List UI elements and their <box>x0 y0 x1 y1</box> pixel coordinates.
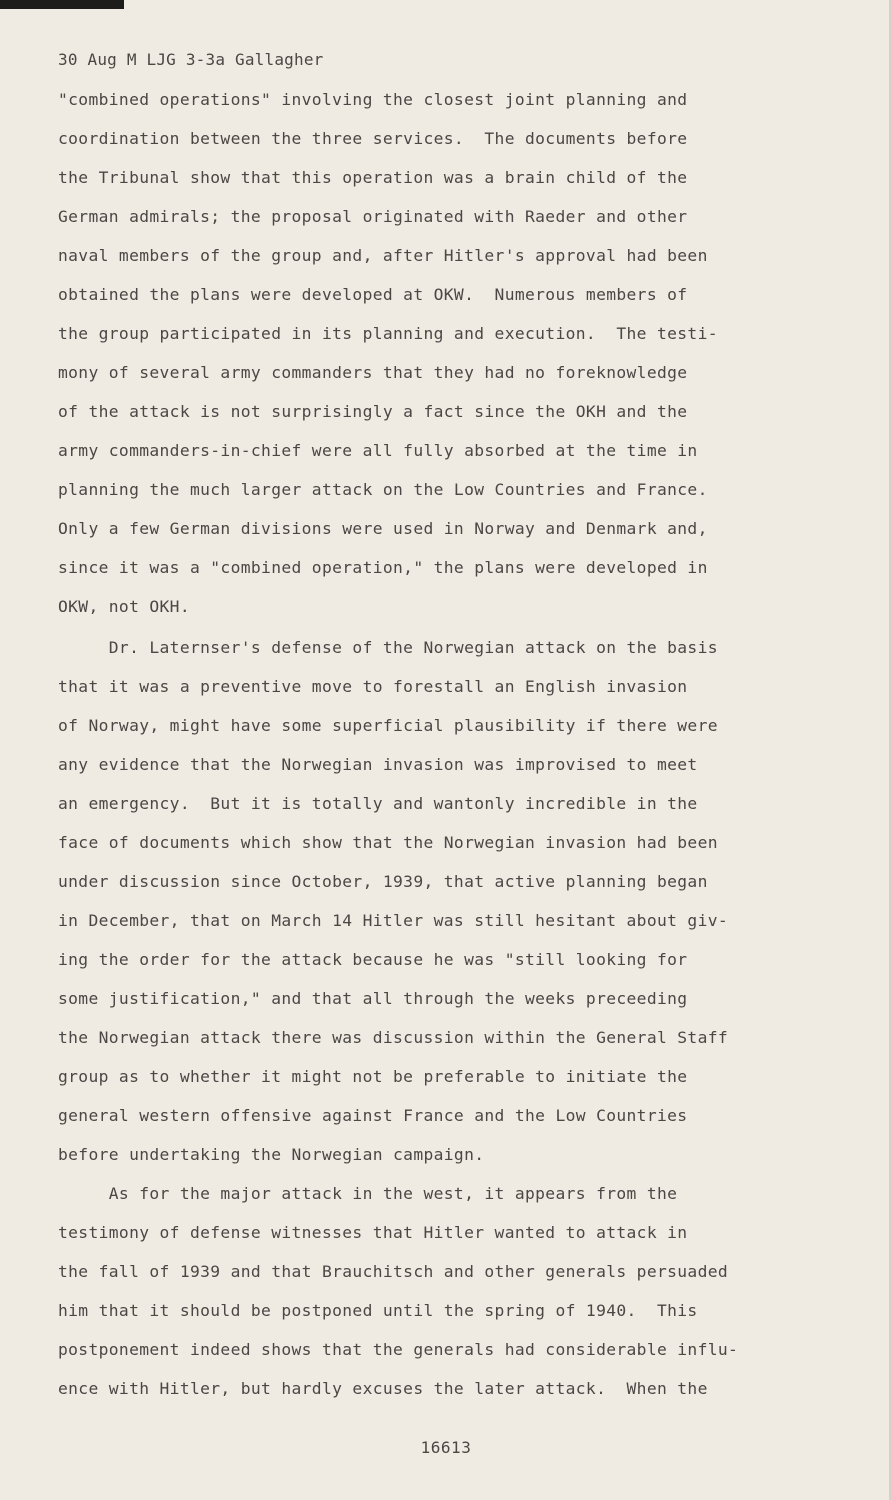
text-line-5: naval members of the group and, after Hitler's approval had been <box>58 246 708 265</box>
text-line-27: general western offensive against France and the Low Countries <box>58 1106 688 1125</box>
text-line-10: army commanders-in-chief were all fully absorbed at the time in <box>58 441 698 460</box>
text-line-3: the Tribunal show that this operation was a brain child of the <box>58 168 688 187</box>
text-line-11: planning the much larger attack on the Low Countries and France. <box>58 480 708 499</box>
text-line-6: obtained the plans were developed at OKW. Numerous members of <box>58 285 688 304</box>
text-line-24: some justification," and that all through the weeks preceeding <box>58 989 688 1008</box>
text-line-1: "combined operations" involving the closest joint planning and <box>58 90 688 109</box>
text-line-13: since it was a "combined operation," the plans were developed in <box>58 558 708 577</box>
text-line-31: the fall of 1939 and that Brauchitsch and other generals persuaded <box>58 1262 729 1281</box>
text-line-9: of the attack is not surprisingly a fact since the OKH and the <box>58 402 688 421</box>
text-line-16: that it was a preventive move to forestall an English invasion <box>58 677 688 696</box>
text-line-18: any evidence that the Norwegian invasion was improvised to meet <box>58 755 698 774</box>
text-line-32: him that it should be postponed until the spring of 1940. This <box>58 1301 698 1320</box>
text-line-12: Only a few German divisions were used in Norway and Denmark and, <box>58 519 708 538</box>
text-line-14: OKW, not OKH. <box>58 597 190 616</box>
text-line-23: ing the order for the attack because he was "still looking for <box>58 950 688 969</box>
text-line-7: the group participated in its planning and execution. The testi- <box>58 324 718 343</box>
text-line-22: in December, that on March 14 Hitler was still hesitant about giv- <box>58 911 729 930</box>
text-line-28: before undertaking the Norwegian campaign. <box>58 1145 485 1164</box>
page-number: 16613 <box>420 1438 472 1457</box>
text-line-2: coordination between the three services. The documents before <box>58 129 688 148</box>
text-line-4: German admirals; the proposal originated with Raeder and other <box>58 207 688 226</box>
text-line-29: As for the major attack in the west, it appears from the <box>58 1184 678 1203</box>
text-line-21: under discussion since October, 1939, that active planning began <box>58 872 708 891</box>
text-line-20: face of documents which show that the Norwegian invasion had been <box>58 833 718 852</box>
binding-tab <box>0 0 124 9</box>
text-line-19: an emergency. But it is totally and wantonly incredible in the <box>58 794 698 813</box>
text-line-17: of Norway, might have some superficial plausibility if there were <box>58 716 718 735</box>
header-line: 30 Aug M LJG 3-3a Gallagher <box>58 50 324 69</box>
text-line-15: Dr. Laternser's defense of the Norwegian attack on the basis <box>58 638 718 657</box>
text-line-30: testimony of defense witnesses that Hitler wanted to attack in <box>58 1223 688 1242</box>
text-line-34: ence with Hitler, but hardly excuses the later attack. When the <box>58 1379 708 1398</box>
text-line-25: the Norwegian attack there was discussion within the General Staff <box>58 1028 729 1047</box>
text-line-26: group as to whether it might not be preferable to initiate the <box>58 1067 688 1086</box>
text-line-8: mony of several army commanders that they had no foreknowledge <box>58 363 688 382</box>
text-line-33: postponement indeed shows that the generals had considerable influ- <box>58 1340 739 1359</box>
